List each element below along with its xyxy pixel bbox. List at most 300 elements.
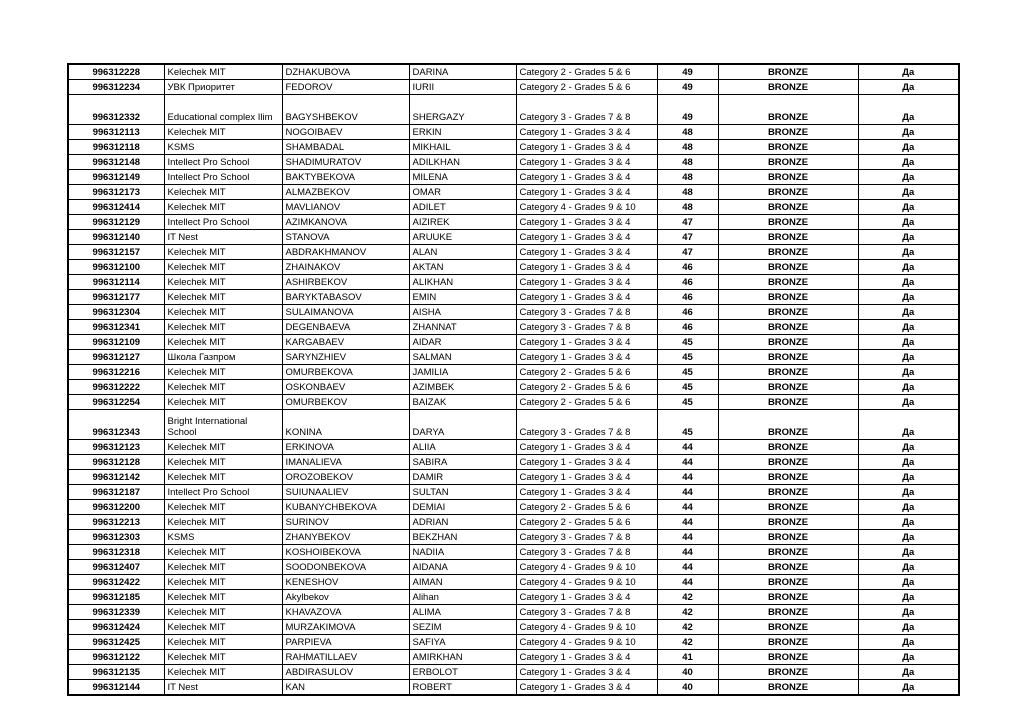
cell-score: 44 xyxy=(657,470,718,485)
cell-confirmed: Да xyxy=(858,305,959,320)
cell-category: Category 4 - Grades 9 & 10 xyxy=(516,620,657,635)
cell-confirmed: Да xyxy=(858,275,959,290)
cell-first-name: ERKIN xyxy=(409,125,516,140)
cell-last-name: SUIUNAALIEV xyxy=(282,485,409,500)
cell-last-name: BAKTYBEKOVA xyxy=(282,170,409,185)
cell-score: 49 xyxy=(657,80,718,95)
cell-category: Category 1 - Grades 3 & 4 xyxy=(516,440,657,455)
cell-first-name: SABIRA xyxy=(409,455,516,470)
cell-category: Category 3 - Grades 7 & 8 xyxy=(516,410,657,440)
cell-score: 45 xyxy=(657,365,718,380)
cell-medal: BRONZE xyxy=(718,590,858,605)
cell-category: Category 1 - Grades 3 & 4 xyxy=(516,470,657,485)
table-row xyxy=(68,260,959,275)
cell-school: Kelechek MIT xyxy=(164,620,282,635)
cell-participant-id: 996312228 xyxy=(68,64,164,80)
table-row xyxy=(68,290,959,305)
cell-score: 46 xyxy=(657,290,718,305)
cell-last-name: OMURBEKOVA xyxy=(282,365,409,380)
cell-first-name: ERBOLOT xyxy=(409,665,516,680)
cell-confirmed: Да xyxy=(858,545,959,560)
cell-confirmed: Да xyxy=(858,80,959,95)
cell-last-name: ABDRAKHMANOV xyxy=(282,245,409,260)
cell-participant-id: 996312144 xyxy=(68,680,164,696)
cell-first-name: MIKHAIL xyxy=(409,140,516,155)
cell-medal: BRONZE xyxy=(718,245,858,260)
cell-medal: BRONZE xyxy=(718,140,858,155)
cell-participant-id: 996312100 xyxy=(68,260,164,275)
cell-first-name: AZIMBEK xyxy=(409,380,516,395)
cell-first-name: BEKZHAN xyxy=(409,530,516,545)
cell-medal: BRONZE xyxy=(718,290,858,305)
cell-confirmed: Да xyxy=(858,350,959,365)
cell-last-name: KENESHOV xyxy=(282,575,409,590)
cell-confirmed: Да xyxy=(858,260,959,275)
cell-last-name: DEGENBAEVA xyxy=(282,320,409,335)
cell-medal: BRONZE xyxy=(718,350,858,365)
cell-medal: BRONZE xyxy=(718,620,858,635)
cell-first-name: AKTAN xyxy=(409,260,516,275)
cell-category: Category 1 - Grades 3 & 4 xyxy=(516,590,657,605)
cell-participant-id: 996312128 xyxy=(68,455,164,470)
cell-school: IT Nest xyxy=(164,230,282,245)
cell-last-name: KUBANYCHBEKOVA xyxy=(282,500,409,515)
cell-confirmed: Да xyxy=(858,440,959,455)
cell-school: Kelechek MIT xyxy=(164,365,282,380)
cell-last-name: RAHMATILLAEV xyxy=(282,650,409,665)
cell-first-name: BAIZAK xyxy=(409,395,516,410)
cell-medal: BRONZE xyxy=(718,200,858,215)
cell-category: Category 3 - Grades 7 & 8 xyxy=(516,320,657,335)
cell-participant-id: 996312118 xyxy=(68,140,164,155)
cell-first-name: ALAN xyxy=(409,245,516,260)
cell-confirmed: Да xyxy=(858,620,959,635)
results-table xyxy=(67,63,960,696)
cell-participant-id: 996312140 xyxy=(68,230,164,245)
table-row xyxy=(68,245,959,260)
cell-confirmed: Да xyxy=(858,485,959,500)
cell-score: 46 xyxy=(657,275,718,290)
cell-score: 44 xyxy=(657,545,718,560)
cell-school: Kelechek MIT xyxy=(164,320,282,335)
cell-medal: BRONZE xyxy=(718,470,858,485)
cell-school: Kelechek MIT xyxy=(164,605,282,620)
cell-last-name: KONINA xyxy=(282,410,409,440)
cell-participant-id: 996312318 xyxy=(68,545,164,560)
cell-school: Kelechek MIT xyxy=(164,665,282,680)
cell-score: 46 xyxy=(657,320,718,335)
cell-first-name: Alihan xyxy=(409,590,516,605)
cell-score: 44 xyxy=(657,455,718,470)
cell-school: KSMS xyxy=(164,530,282,545)
cell-first-name: ROBERT xyxy=(409,680,516,696)
cell-participant-id: 996312213 xyxy=(68,515,164,530)
cell-category: Category 2 - Grades 5 & 6 xyxy=(516,395,657,410)
table-row xyxy=(68,470,959,485)
cell-category: Category 1 - Grades 3 & 4 xyxy=(516,245,657,260)
cell-school: Kelechek MIT xyxy=(164,380,282,395)
cell-medal: BRONZE xyxy=(718,64,858,80)
cell-participant-id: 996312149 xyxy=(68,170,164,185)
table-row xyxy=(68,500,959,515)
cell-last-name: KHAVAZOVA xyxy=(282,605,409,620)
cell-school: Kelechek MIT xyxy=(164,470,282,485)
cell-score: 44 xyxy=(657,515,718,530)
cell-first-name: AIDAR xyxy=(409,335,516,350)
table-row xyxy=(68,185,959,200)
cell-category: Category 1 - Grades 3 & 4 xyxy=(516,260,657,275)
cell-last-name: FEDOROV xyxy=(282,80,409,95)
cell-medal: BRONZE xyxy=(718,500,858,515)
cell-medal: BRONZE xyxy=(718,665,858,680)
cell-first-name: EMIN xyxy=(409,290,516,305)
cell-category: Category 1 - Grades 3 & 4 xyxy=(516,155,657,170)
cell-medal: BRONZE xyxy=(718,680,858,696)
cell-participant-id: 996312200 xyxy=(68,500,164,515)
cell-first-name: MILENA xyxy=(409,170,516,185)
cell-confirmed: Да xyxy=(858,395,959,410)
cell-first-name: SALMAN xyxy=(409,350,516,365)
cell-category: Category 2 - Grades 5 & 6 xyxy=(516,64,657,80)
cell-score: 44 xyxy=(657,485,718,500)
table-row xyxy=(68,80,959,95)
cell-first-name: JAMILIA xyxy=(409,365,516,380)
cell-medal: BRONZE xyxy=(718,410,858,440)
cell-score: 44 xyxy=(657,500,718,515)
cell-school: Kelechek MIT xyxy=(164,440,282,455)
cell-participant-id: 996312129 xyxy=(68,215,164,230)
table-row xyxy=(68,515,959,530)
table-row xyxy=(68,665,959,680)
cell-last-name: BARYKTABASOV xyxy=(282,290,409,305)
cell-school: Kelechek MIT xyxy=(164,635,282,650)
cell-confirmed: Да xyxy=(858,575,959,590)
cell-category: Category 1 - Grades 3 & 4 xyxy=(516,335,657,350)
cell-category: Category 1 - Grades 3 & 4 xyxy=(516,185,657,200)
cell-school: УВК Приоритет xyxy=(164,80,282,95)
cell-score: 47 xyxy=(657,230,718,245)
cell-score: 47 xyxy=(657,215,718,230)
cell-last-name: ALMAZBEKOV xyxy=(282,185,409,200)
table-row xyxy=(68,605,959,620)
cell-category: Category 2 - Grades 5 & 6 xyxy=(516,80,657,95)
table-row xyxy=(68,545,959,560)
table-row xyxy=(68,155,959,170)
cell-first-name: AISHA xyxy=(409,305,516,320)
cell-school: Kelechek MIT xyxy=(164,515,282,530)
cell-score: 48 xyxy=(657,140,718,155)
table-row xyxy=(68,230,959,245)
cell-confirmed: Да xyxy=(858,605,959,620)
cell-confirmed: Да xyxy=(858,125,959,140)
cell-school: Kelechek MIT xyxy=(164,245,282,260)
cell-last-name: NOGOIBAEV xyxy=(282,125,409,140)
cell-school: Intellect Pro School xyxy=(164,155,282,170)
cell-score: 44 xyxy=(657,575,718,590)
cell-school: Bright International School xyxy=(164,410,282,440)
table-row xyxy=(68,350,959,365)
cell-score: 40 xyxy=(657,665,718,680)
cell-category: Category 4 - Grades 9 & 10 xyxy=(516,200,657,215)
cell-first-name: ADILET xyxy=(409,200,516,215)
cell-category: Category 1 - Grades 3 & 4 xyxy=(516,455,657,470)
cell-medal: BRONZE xyxy=(718,170,858,185)
cell-confirmed: Да xyxy=(858,470,959,485)
cell-school: Kelechek MIT xyxy=(164,395,282,410)
cell-participant-id: 996312113 xyxy=(68,125,164,140)
table-row xyxy=(68,170,959,185)
cell-last-name: SARYNZHIEV xyxy=(282,350,409,365)
cell-school: Kelechek MIT xyxy=(164,64,282,80)
cell-school: Kelechek MIT xyxy=(164,455,282,470)
cell-last-name: ERKINOVA xyxy=(282,440,409,455)
cell-score: 44 xyxy=(657,530,718,545)
cell-confirmed: Да xyxy=(858,560,959,575)
cell-category: Category 4 - Grades 9 & 10 xyxy=(516,560,657,575)
cell-score: 41 xyxy=(657,650,718,665)
table-row xyxy=(68,395,959,410)
table-row xyxy=(68,455,959,470)
cell-last-name: SHADIMURATOV xyxy=(282,155,409,170)
table-row xyxy=(68,95,959,125)
cell-confirmed: Да xyxy=(858,200,959,215)
cell-confirmed: Да xyxy=(858,320,959,335)
cell-confirmed: Да xyxy=(858,365,959,380)
cell-participant-id: 996312135 xyxy=(68,665,164,680)
cell-medal: BRONZE xyxy=(718,185,858,200)
table-row xyxy=(68,635,959,650)
cell-participant-id: 996312424 xyxy=(68,620,164,635)
cell-score: 46 xyxy=(657,305,718,320)
cell-score: 49 xyxy=(657,95,718,125)
table-row xyxy=(68,530,959,545)
cell-participant-id: 996312407 xyxy=(68,560,164,575)
cell-participant-id: 996312254 xyxy=(68,395,164,410)
cell-school: Kelechek MIT xyxy=(164,200,282,215)
cell-first-name: SEZIM xyxy=(409,620,516,635)
cell-last-name: PARPIEVA xyxy=(282,635,409,650)
cell-last-name: ASHIRBEKOV xyxy=(282,275,409,290)
cell-participant-id: 996312109 xyxy=(68,335,164,350)
cell-category: Category 1 - Grades 3 & 4 xyxy=(516,650,657,665)
cell-score: 48 xyxy=(657,185,718,200)
cell-medal: BRONZE xyxy=(718,260,858,275)
cell-confirmed: Да xyxy=(858,64,959,80)
cell-score: 48 xyxy=(657,200,718,215)
cell-medal: BRONZE xyxy=(718,530,858,545)
cell-school: Intellect Pro School xyxy=(164,485,282,500)
cell-medal: BRONZE xyxy=(718,650,858,665)
cell-first-name: NADIIA xyxy=(409,545,516,560)
table-row xyxy=(68,125,959,140)
cell-confirmed: Да xyxy=(858,665,959,680)
table-row xyxy=(68,575,959,590)
cell-participant-id: 996312222 xyxy=(68,380,164,395)
cell-confirmed: Да xyxy=(858,140,959,155)
cell-last-name: OROZOBEKOV xyxy=(282,470,409,485)
cell-first-name: DAMIR xyxy=(409,470,516,485)
cell-participant-id: 996312114 xyxy=(68,275,164,290)
cell-participant-id: 996312332 xyxy=(68,95,164,125)
cell-score: 47 xyxy=(657,245,718,260)
cell-score: 48 xyxy=(657,125,718,140)
table-row xyxy=(68,320,959,335)
cell-last-name: SULAIMANOVA xyxy=(282,305,409,320)
cell-medal: BRONZE xyxy=(718,335,858,350)
cell-last-name: SOODONBEKOVA xyxy=(282,560,409,575)
cell-score: 44 xyxy=(657,440,718,455)
cell-participant-id: 996312187 xyxy=(68,485,164,500)
cell-first-name: SHERGAZY xyxy=(409,95,516,125)
cell-score: 44 xyxy=(657,560,718,575)
cell-medal: BRONZE xyxy=(718,455,858,470)
cell-first-name: ALIKHAN xyxy=(409,275,516,290)
cell-school: Школа Газпром xyxy=(164,350,282,365)
cell-category: Category 1 - Grades 3 & 4 xyxy=(516,215,657,230)
cell-category: Category 2 - Grades 5 & 6 xyxy=(516,365,657,380)
cell-score: 45 xyxy=(657,335,718,350)
cell-first-name: DARYA xyxy=(409,410,516,440)
cell-last-name: ABDIRASULOV xyxy=(282,665,409,680)
cell-score: 45 xyxy=(657,350,718,365)
cell-category: Category 3 - Grades 7 & 8 xyxy=(516,605,657,620)
cell-category: Category 4 - Grades 9 & 10 xyxy=(516,575,657,590)
cell-category: Category 1 - Grades 3 & 4 xyxy=(516,170,657,185)
cell-confirmed: Да xyxy=(858,590,959,605)
cell-last-name: OMURBEKOV xyxy=(282,395,409,410)
cell-medal: BRONZE xyxy=(718,560,858,575)
cell-participant-id: 996312185 xyxy=(68,590,164,605)
cell-medal: BRONZE xyxy=(718,125,858,140)
cell-medal: BRONZE xyxy=(718,365,858,380)
cell-last-name: MAVLIANOV xyxy=(282,200,409,215)
cell-school: Intellect Pro School xyxy=(164,170,282,185)
cell-participant-id: 996312148 xyxy=(68,155,164,170)
cell-first-name: DARINA xyxy=(409,64,516,80)
cell-first-name: ALIIA xyxy=(409,440,516,455)
cell-category: Category 1 - Grades 3 & 4 xyxy=(516,275,657,290)
cell-last-name: KOSHOIBEKOVA xyxy=(282,545,409,560)
cell-school: Kelechek MIT xyxy=(164,590,282,605)
cell-confirmed: Да xyxy=(858,635,959,650)
cell-participant-id: 996312234 xyxy=(68,80,164,95)
cell-confirmed: Да xyxy=(858,335,959,350)
cell-medal: BRONZE xyxy=(718,215,858,230)
cell-category: Category 4 - Grades 9 & 10 xyxy=(516,635,657,650)
table-row xyxy=(68,410,959,440)
cell-first-name: ZHANNAT xyxy=(409,320,516,335)
cell-school: Kelechek MIT xyxy=(164,545,282,560)
cell-last-name: KARGABAEV xyxy=(282,335,409,350)
cell-last-name: BAGYSHBEKOV xyxy=(282,95,409,125)
cell-category: Category 3 - Grades 7 & 8 xyxy=(516,545,657,560)
cell-category: Category 1 - Grades 3 & 4 xyxy=(516,290,657,305)
cell-medal: BRONZE xyxy=(718,605,858,620)
cell-school: Kelechek MIT xyxy=(164,305,282,320)
cell-school: IT Nest xyxy=(164,680,282,696)
cell-medal: BRONZE xyxy=(718,275,858,290)
cell-first-name: ARUUKE xyxy=(409,230,516,245)
cell-confirmed: Да xyxy=(858,215,959,230)
cell-participant-id: 996312303 xyxy=(68,530,164,545)
cell-participant-id: 996312173 xyxy=(68,185,164,200)
cell-school: Kelechek MIT xyxy=(164,185,282,200)
cell-medal: BRONZE xyxy=(718,380,858,395)
cell-score: 42 xyxy=(657,590,718,605)
cell-participant-id: 996312425 xyxy=(68,635,164,650)
cell-score: 45 xyxy=(657,410,718,440)
cell-medal: BRONZE xyxy=(718,575,858,590)
table-row xyxy=(68,440,959,455)
table-row xyxy=(68,200,959,215)
cell-participant-id: 996312339 xyxy=(68,605,164,620)
table-row xyxy=(68,590,959,605)
cell-last-name: AZIMKANOVA xyxy=(282,215,409,230)
cell-last-name: MURZAKIMOVA xyxy=(282,620,409,635)
cell-first-name: SAFIYA xyxy=(409,635,516,650)
cell-score: 42 xyxy=(657,605,718,620)
cell-category: Category 2 - Grades 5 & 6 xyxy=(516,500,657,515)
cell-participant-id: 996312127 xyxy=(68,350,164,365)
cell-score: 42 xyxy=(657,620,718,635)
table-row xyxy=(68,140,959,155)
cell-medal: BRONZE xyxy=(718,635,858,650)
cell-participant-id: 996312422 xyxy=(68,575,164,590)
cell-confirmed: Да xyxy=(858,155,959,170)
cell-participant-id: 996312216 xyxy=(68,365,164,380)
cell-confirmed: Да xyxy=(858,500,959,515)
cell-last-name: DZHAKUBOVA xyxy=(282,64,409,80)
cell-confirmed: Да xyxy=(858,650,959,665)
cell-participant-id: 996312122 xyxy=(68,650,164,665)
cell-school: Kelechek MIT xyxy=(164,260,282,275)
cell-score: 40 xyxy=(657,680,718,696)
cell-first-name: ADILKHAN xyxy=(409,155,516,170)
cell-category: Category 1 - Grades 3 & 4 xyxy=(516,140,657,155)
cell-last-name: SHAMBADAL xyxy=(282,140,409,155)
cell-school: Educational complex Ilim xyxy=(164,95,282,125)
cell-medal: BRONZE xyxy=(718,95,858,125)
cell-school: Kelechek MIT xyxy=(164,650,282,665)
cell-confirmed: Да xyxy=(858,530,959,545)
cell-participant-id: 996312414 xyxy=(68,200,164,215)
cell-first-name: AIZIREK xyxy=(409,215,516,230)
cell-school: Kelechek MIT xyxy=(164,575,282,590)
cell-confirmed: Да xyxy=(858,245,959,260)
cell-medal: BRONZE xyxy=(718,485,858,500)
table-row xyxy=(68,560,959,575)
cell-first-name: OMAR xyxy=(409,185,516,200)
cell-score: 45 xyxy=(657,380,718,395)
cell-medal: BRONZE xyxy=(718,515,858,530)
cell-category: Category 1 - Grades 3 & 4 xyxy=(516,350,657,365)
cell-confirmed: Да xyxy=(858,185,959,200)
cell-score: 45 xyxy=(657,395,718,410)
cell-first-name: AIMAN xyxy=(409,575,516,590)
table-row xyxy=(68,305,959,320)
cell-category: Category 2 - Grades 5 & 6 xyxy=(516,515,657,530)
cell-school: Kelechek MIT xyxy=(164,125,282,140)
cell-confirmed: Да xyxy=(858,410,959,440)
cell-school: Kelechek MIT xyxy=(164,560,282,575)
cell-last-name: STANOVA xyxy=(282,230,409,245)
cell-first-name: SULTAN xyxy=(409,485,516,500)
cell-confirmed: Да xyxy=(858,455,959,470)
cell-score: 48 xyxy=(657,155,718,170)
cell-first-name: DEMIAI xyxy=(409,500,516,515)
cell-last-name: ZHAINAKOV xyxy=(282,260,409,275)
cell-category: Category 1 - Grades 3 & 4 xyxy=(516,230,657,245)
